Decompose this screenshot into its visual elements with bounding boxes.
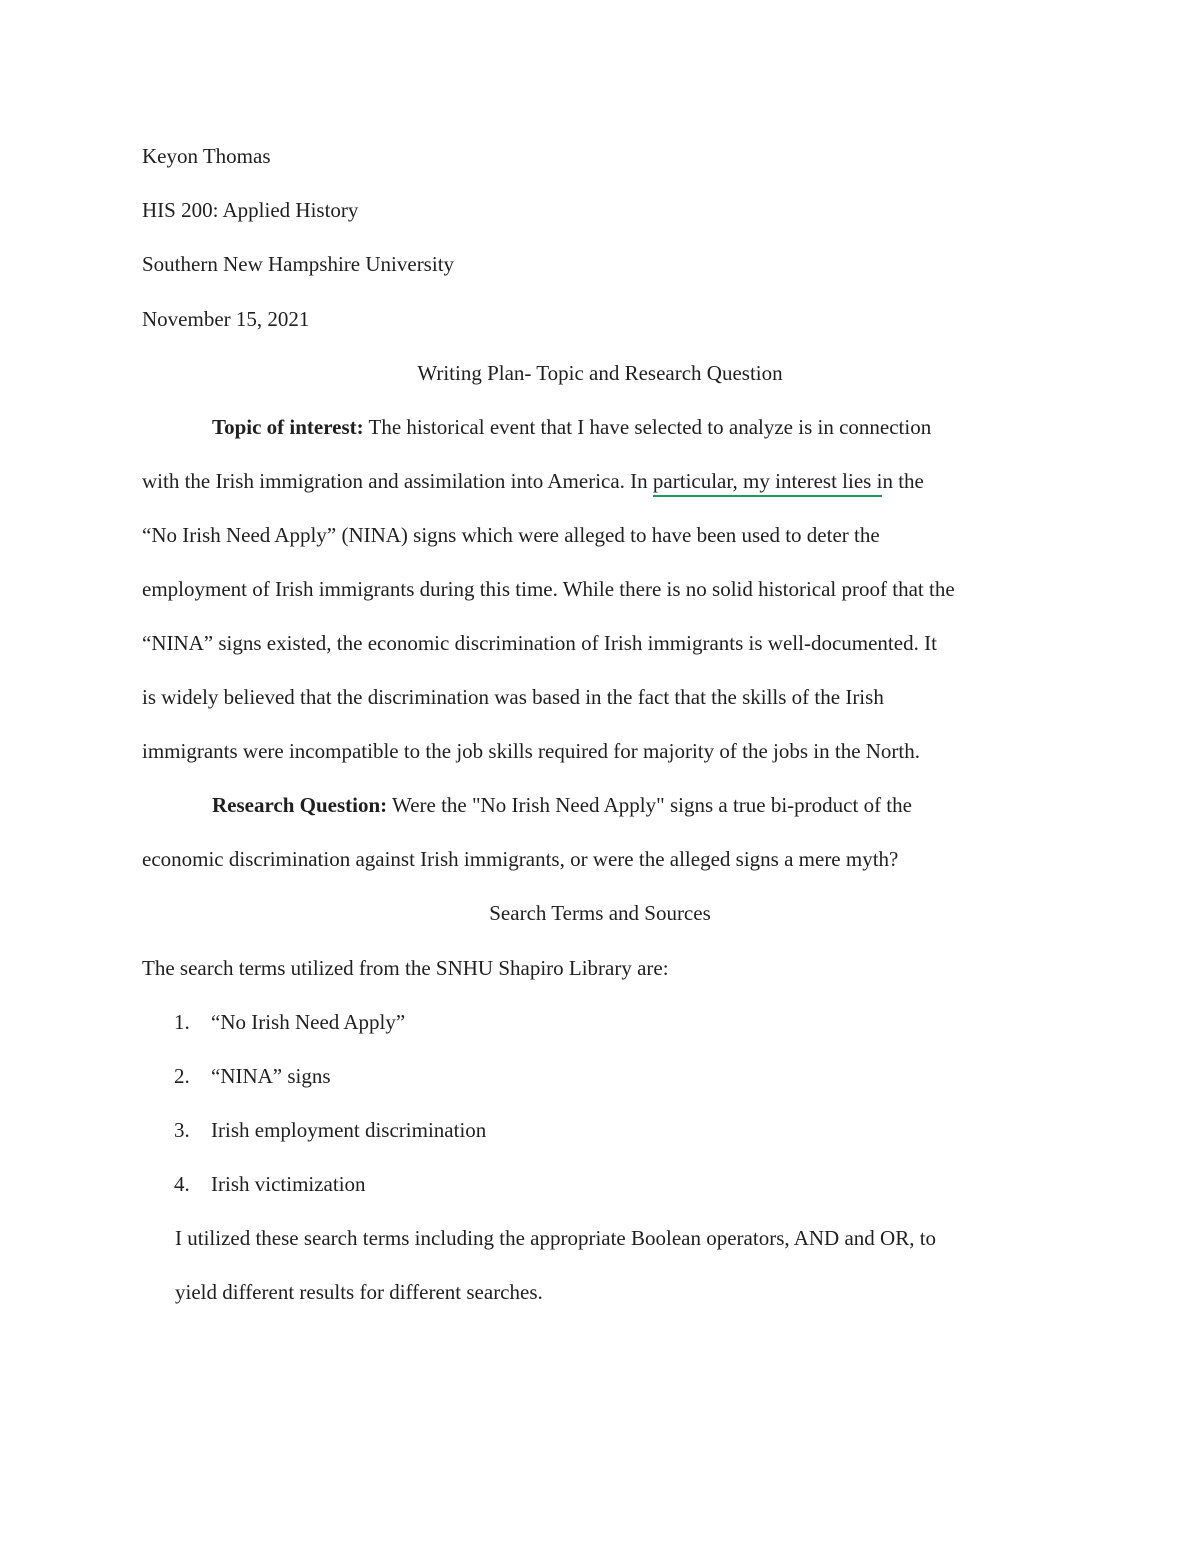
document-date: November 15, 2021 (142, 307, 310, 331)
list-item-number: 3. (174, 1118, 190, 1142)
institution-name: Southern New Hampshire University (142, 252, 455, 276)
list-item-number: 4. (174, 1172, 190, 1196)
research-label: Research Question: (212, 793, 388, 817)
list-item-number: 1. (174, 1010, 190, 1034)
course-name: HIS 200: Applied History (142, 198, 359, 222)
topic-label: Topic of interest: (212, 415, 364, 439)
topic-paragraph-line-3: “No Irish Need Apply” (NINA) signs which were alleged to have been used to deter the (142, 523, 880, 547)
research-paragraph-line-2: economic discrimination against Irish immigrants, or were the alleged signs a mere myth? (142, 847, 899, 871)
list-item: Irish victimization (211, 1172, 366, 1196)
list-item: “NINA” signs (211, 1064, 331, 1088)
research-text-1: Were the "No Irish Need Apply" signs a true bi-product of the (387, 793, 912, 817)
topic-paragraph-line-2 (142, 467, 924, 495)
list-item: Irish employment discrimination (211, 1118, 487, 1142)
sources-heading: Search Terms and Sources (489, 901, 711, 925)
topic-text-2a: with the Irish immigration and assimilation into America. In (142, 469, 653, 493)
closing-line-1: I utilized these search terms including the appropriate Boolean operators, AND and OR, to (175, 1226, 937, 1250)
topic-paragraph-line-5: “NINA” signs existed, the economic discrimination of Irish immigrants is well-documented. It (142, 631, 937, 655)
grammar-suggestion-underline[interactable]: particular, my interest lies i (652, 469, 883, 493)
topic-paragraph-line-1 (212, 413, 931, 441)
document-title: Writing Plan- Topic and Research Question (417, 361, 783, 385)
search-intro: The search terms utilized from the SNHU Shapiro Library are: (142, 956, 669, 980)
closing-line-2: yield different results for different searches. (175, 1280, 543, 1304)
topic-text-2b: n the (882, 469, 924, 493)
list-item: “No Irish Need Apply” (211, 1010, 406, 1034)
topic-text-1: The historical event that I have selected to analyze is in connection (363, 415, 932, 439)
topic-paragraph-line-7: immigrants were incompatible to the job skills required for majority of the jobs in the North. (142, 739, 921, 763)
topic-paragraph-line-4: employment of Irish immigrants during this time. While there is no solid historical proof that the (142, 577, 955, 601)
list-item-number: 2. (174, 1064, 190, 1088)
author-name: Keyon Thomas (142, 144, 271, 168)
topic-paragraph-line-6: is widely believed that the discrimination was based in the fact that the skills of the Irish (142, 685, 884, 709)
research-paragraph-line-1 (212, 791, 912, 819)
